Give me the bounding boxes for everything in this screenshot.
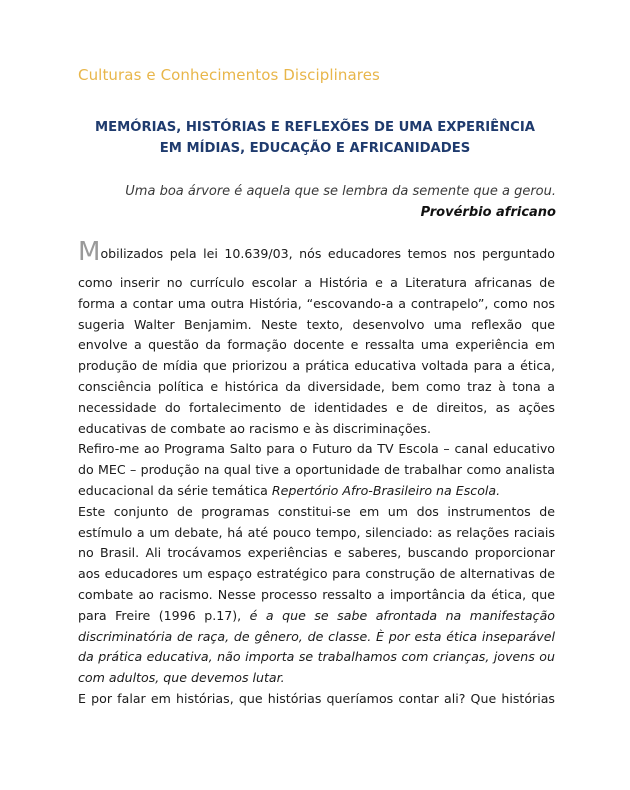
quote-text: discriminatória de raça, de gênero, de classe. È por esta ética inseparável bbox=[78, 628, 555, 644]
body-line: Refiro-me ao Programa Salto para o Futuro da TV Escola – canal educativo bbox=[78, 441, 555, 457]
body-line: necessidade do fortalecimento de identidades e de direitos, as ações bbox=[78, 399, 555, 415]
body-line: E por falar em histórias, que histórias queríamos contar ali? Que histórias bbox=[78, 690, 555, 706]
article-body bbox=[78, 273, 555, 710]
body-line: no Brasil. Ali trocávamos experiências e saberes, buscando proporcionar bbox=[78, 545, 555, 561]
body-line-mixed bbox=[78, 481, 555, 502]
body-line: do MEC – produção na qual tive a oportunidade de trabalhar como analista bbox=[78, 462, 555, 478]
body-line: estímulo a um debate, há até pouco tempo, silenciado: as relações raciais bbox=[78, 524, 555, 540]
body-line: sugeria Walter Benjamim. Neste texto, desenvolvo uma reflexão que bbox=[78, 316, 555, 332]
body-line: envolve a questão da formação docente e ressalta uma experiência em bbox=[78, 337, 555, 353]
epigraph-attribution: Provérbio africano bbox=[420, 205, 556, 220]
series-title: Repertório Afro-Brasileiro na Escola. bbox=[271, 482, 501, 498]
body-line: forma a contar uma outra História, “escovando-a a contrapelo”, como nos bbox=[78, 295, 555, 311]
quote-text: com adultos, que devemos lutar. bbox=[78, 670, 285, 686]
article-title-line-1: MEMÓRIAS, HISTÓRIAS E REFLEXÕES DE UMA EXPERIÊNCIA bbox=[95, 120, 535, 135]
epigraph-quote: Uma boa árvore é aquela que se lembra da semente que a gerou. bbox=[125, 184, 556, 199]
body-line: produção de mídia que priorizou a prática educativa voltada para a ética, bbox=[78, 358, 555, 374]
quote-line bbox=[78, 668, 555, 689]
body-text: para Freire (1996 p.17), bbox=[78, 607, 250, 623]
drop-cap: M bbox=[78, 237, 101, 267]
body-line: Este conjunto de programas constitui-se em um dos instrumentos de bbox=[78, 503, 555, 519]
opening-line bbox=[78, 239, 555, 269]
body-line: como inserir no currículo escolar a História e a Literatura africanas de bbox=[78, 275, 555, 290]
opening-line-text: obilizados pela lei 10.639/03, nós educadores temos nos perguntado bbox=[100, 246, 555, 261]
section-title: Culturas e Conhecimentos Disciplinares bbox=[78, 66, 380, 84]
quote-line bbox=[78, 647, 555, 668]
body-line: aos educadores um espaço estratégico para construção de alternativas de bbox=[78, 566, 555, 582]
article-title-line-2: EM MÍDIAS, EDUCAÇÃO E AFRICANIDADES bbox=[159, 141, 471, 156]
body-line-mixed bbox=[78, 606, 555, 627]
body-text: educacional da série temática bbox=[78, 482, 272, 498]
quote-text: da prática educativa, não importa se trabalhamos com crianças, jovens ou bbox=[78, 649, 555, 665]
quote-line bbox=[78, 627, 555, 648]
body-line: combate ao racismo. Nesse processo ressalto a importância da ética, que bbox=[78, 586, 555, 602]
body-line: consciência política e histórica da diversidade, bem como traz à tona a bbox=[78, 378, 555, 394]
body-line: educativas de combate ao racismo e às discriminações. bbox=[78, 420, 431, 436]
quote-text: é a que se sabe afrontada na manifestação bbox=[249, 607, 555, 623]
